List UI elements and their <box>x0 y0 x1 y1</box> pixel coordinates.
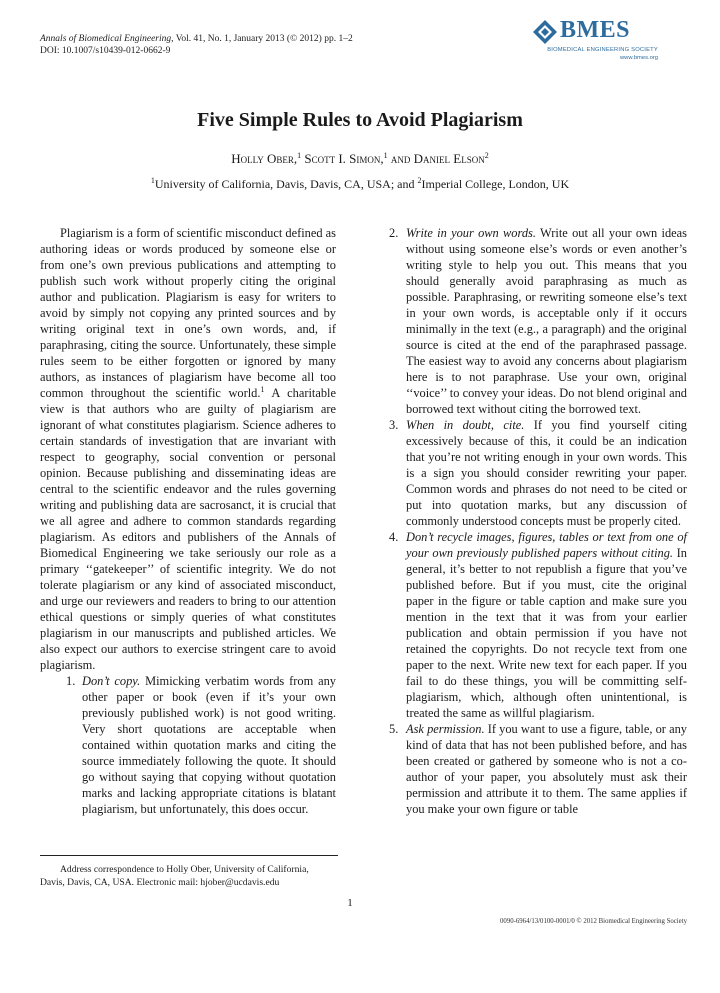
bmes-logo <box>532 17 682 67</box>
rule-item <box>389 417 687 529</box>
rule-text: If you want to use a figure, table, or any kind of data that has not been published before, and has been created or gathered by someone who is not a co-author of your paper, you absolutely must ask their permission and attribute it to them. The same applies if you make your own figure or table <box>406 722 687 816</box>
bmes-diamond-icon <box>532 19 558 45</box>
rule-number: 2. <box>389 226 399 240</box>
rules-list-cont <box>389 225 687 817</box>
author-affil: 1 <box>297 151 302 160</box>
correspondence-footnote <box>40 863 338 889</box>
author-name: and Daniel Elson <box>390 151 485 166</box>
author-list <box>0 151 720 167</box>
rule-text: Write out all your own ideas without using someone else’s words or even another’s writing style to help you out. This means that you should generally avoid paraphrasing as much as possible. Paraphrasing, or rewriting someone else’s text in your own words, is acceptable only if it occurs minimally in the text (e.g., a paragraph) and the original source is cited at the end of the paraphrased passage. The easiest way to avoid any concerns about plagiarism here is to not paraphrase. Use your own, original ‘‘voice’’ to convey your ideas. Do not blend original and borrowed text without citing the borrowed text. <box>406 226 687 416</box>
author-name: Scott I. Simon, <box>304 151 384 166</box>
logo-wordmark: BMES <box>560 17 631 43</box>
journal-name: Annals of Biomedical Engineering <box>40 34 172 44</box>
rules-list <box>40 673 336 817</box>
affil-mark: 2 <box>417 176 422 185</box>
journal-citation <box>40 33 353 45</box>
running-header <box>40 33 353 57</box>
rule-number: 3. <box>389 418 399 432</box>
footnote-divider <box>40 855 338 856</box>
affil-text: Imperial College, London, UK <box>421 177 570 191</box>
affiliations <box>0 177 720 192</box>
author-affil: 1 <box>383 151 388 160</box>
affil-text: University of California, Davis, Davis, CA, USA; and <box>154 177 418 191</box>
rule-title: Write in your own words. <box>406 226 536 240</box>
logo-url: www.bmes.org <box>619 55 658 61</box>
rule-number: 4. <box>389 530 399 544</box>
rule-item <box>40 673 336 817</box>
page-number: 1 <box>347 897 353 909</box>
doi: DOI: 10.1007/s10439-012-0662-9 <box>40 46 171 56</box>
intro-text: Plagiarism is a form of scientific misconduct defined as authoring ideas or words produced by someone else or from one’s own previous publications and attempting to publish such work without properly citing the original author and publication. Plagiarism is easy for writers to avoid by simply not copying any printed sources and by writing original text in one’s own words, and, if paraphrasing, citing the source. Unfortunately, these simple rules seem to be either forgotten or ignored by many authors, as instances of plagiarism have become all too common throughout the scientific world. <box>40 226 336 400</box>
intro-text-cont: A charitable view is that authors who are guilty of plagiarism are ignorant of what constitutes plagiarism. Science adheres to certain standards of investigation that are invariant with respect to geography, social convention or personal opinion. Because publishing and disseminating ideas are central to the scientific endeavor and the rules governing writing and publishing data are sacrosanct, it is crucial that we all agree and adhere to common standards regarding plagiarism. As editors and publishers of the Annals of Biomedical Engineering we take seriously our role as a primary ‘‘gatekeeper’’ of scientific integrity. We do not tolerate plagiarism or any kind of associated misconduct, and urge our reviewers and readers to bring to our attention ethical questions or simply queries of what constitutes plagiarism in our manuscripts and published articles. We also expect our authors to exercise stringent care to avoid plagiarism. <box>40 386 336 672</box>
logo-society: BIOMEDICAL ENGINEERING SOCIETY <box>547 47 658 53</box>
rule-text: If you find yourself citing excessively because of this, it could be an indication that you’re not writing enough in your own words. This is a sign you should consider rewriting your paper. Common words and phrases do not need to be cited or put into quotation marks, but any discussion of commonly understood concepts must be properly cited. <box>406 418 688 528</box>
left-column <box>40 225 336 817</box>
author-affil: 2 <box>484 151 489 160</box>
rule-title: Ask permission. <box>406 722 485 736</box>
footnote-ref: 1 <box>260 385 265 394</box>
rule-item <box>389 721 687 817</box>
rule-title: When in doubt, cite. <box>406 418 525 432</box>
rule-item <box>389 529 687 721</box>
rule-title: Don’t copy. <box>82 674 141 688</box>
copyright-line: 0090-6964/13/0100-0001/0 © 2012 Biomedical Engineering Society <box>500 918 687 925</box>
rule-text: Mimicking verbatim words from any other paper or book (even if it’s your own previously published work) is not good writing. Very short quotations are acceptable when contained within quotation marks and citing the source immediately following the quote. It should go without saying that copying without quotation marks and lacking appropriate citations is blatant plagiarism, but unfortunately, this does occur. <box>82 674 336 816</box>
rule-item <box>389 225 687 417</box>
intro-paragraph <box>40 225 336 673</box>
author-name: Holly Ober, <box>231 151 298 166</box>
rule-title: Don’t recycle images, figures, tables or text from one of your own previously published papers without citing. <box>406 530 687 560</box>
footnote-line: Address correspondence to Holly Ober, University of California, <box>60 864 309 875</box>
affil-mark: 1 <box>150 176 155 185</box>
rule-text: In general, it’s better to not republish a figure that you’ve published before. But if you must, cite the original paper in the figure or table caption and make sure you mention in the text that it was from your earlier publication and obtain permission if you have not retained the copyrights. Do not recycle text from one paper to the next. Write new text for each paper. If you fail to do these things, you will be committing self-plagiarism, which, although often unintentional, is treated the same as willful plagiarism. <box>406 546 687 720</box>
citation-details: , Vol. 41, No. 1, January 2013 (© 2012) pp. 1–2 <box>171 34 353 44</box>
rule-number: 5. <box>389 722 399 736</box>
footnote-line: Davis, Davis, CA, USA. Electronic mail: hjober@ucdavis.edu <box>40 877 280 888</box>
rule-number: 1. <box>66 674 76 688</box>
right-column <box>389 225 687 817</box>
article-title: Five Simple Rules to Avoid Plagiarism <box>197 109 523 131</box>
